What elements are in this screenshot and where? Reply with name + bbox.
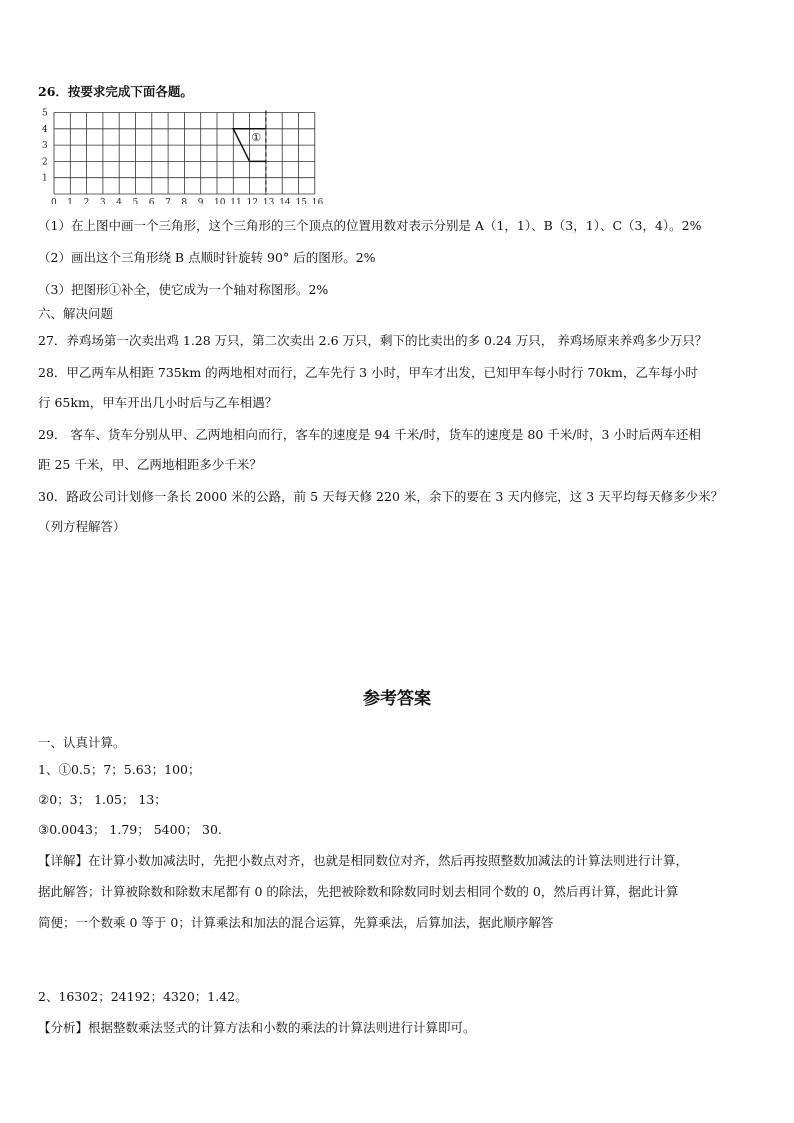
answer-1-detail-1: 【详解】在计算小数加减法时，先把小数点对齐，也就是相同数位对齐，然后再按照整数加减法的计算法则进行计算， (38, 853, 689, 868)
y-tick-label: 4 (42, 124, 48, 135)
answer-2: 2、16302；24192；4320；1.42。 (38, 989, 248, 1004)
y-tick-label: 3 (42, 141, 48, 152)
q28-line-2: 行 65km，甲车开出几小时后与乙车相遇？ (38, 395, 278, 410)
grid-svg (30, 108, 330, 204)
answers-title: 参考答案 (363, 689, 431, 709)
x-tick-label: 5 (132, 198, 139, 204)
answer-1-line-2: ②0；3； 1.05； 13； (38, 792, 167, 807)
q29-line-1: 29． 客车、货车分别从甲、乙两地相向而行，客车的速度是 94 千米/时，货车的速度是 80 千米/时，3 小时后两车还相 (38, 427, 701, 442)
x-tick-label: 16 (311, 198, 324, 204)
q26-title: 26．按要求完成下面各题。 (38, 84, 193, 99)
answer-2-analysis: 【分析】根据整数乘法竖式的计算方法和小数的乘法的计算法则进行计算即可。 (38, 1020, 476, 1035)
section-heading: 六、解决问题 (38, 306, 114, 321)
y-tick-label: 2 (42, 157, 48, 168)
x-tick-label: 6 (148, 198, 155, 204)
q28-line-1: 28．甲乙两车从相距 735km 的两地相对而行，乙车先行 3 小时，甲车才出发，已知甲车每小时行 70km，乙车每小时 (38, 365, 698, 380)
q29-line-2: 距 25 千米，甲、乙两地相距多少千米？ (38, 457, 262, 472)
answer-section-heading: 一、认真计算。 (38, 735, 126, 750)
q30-line-1: 30．路政公司计划修一条长 2000 米的公路，前 5 天每天修 220 米，余下的要在 3 天内修完，这 3 天平均每天修多少米？ (38, 489, 724, 504)
q26-item-3: （3）把图形①补全，使它成为一个轴对称图形。2% (38, 282, 329, 297)
x-tick-label: 0 (51, 198, 57, 204)
y-tick-label: 5 (42, 108, 48, 119)
answer-1-detail-3: 简便；一个数乘 0 等于 0；计算乘法和加法的混合运算，先算乘法，后算加法，据此顺序解答 (38, 915, 554, 930)
x-tick-label: 3 (99, 198, 106, 204)
x-tick-label: 15 (295, 198, 307, 204)
q26-item-1: （1）在上图中画一个三角形，这个三角形的三个顶点的位置用数对表示分别是 A（1，1）、B（3，1）、C（3，4）。2% (38, 218, 702, 233)
x-tick-label: 13 (262, 198, 275, 204)
answer-1-detail-2: 据此解答；计算被除数和除数末尾都有 0 的除法，先把被除数和除数同时划去相同个数的 0，然后再计算，据此计算 (38, 884, 679, 899)
x-tick-label: 10 (214, 198, 226, 204)
x-tick-label: 7 (165, 198, 171, 204)
coordinate-grid (30, 108, 330, 208)
x-tick-label: 8 (181, 198, 188, 204)
answer-1-line-1: 1、①0.5；7；5.63；100； (38, 762, 201, 777)
x-tick-label: 9 (197, 198, 204, 204)
x-tick-label: 12 (246, 198, 259, 204)
q26-item-2: （2）画出这个三角形绕 B 点顺时针旋转 90° 后的图形。2% (38, 250, 376, 265)
q30-line-2: （列方程解答） (38, 519, 126, 534)
q27: 27．养鸡场第一次卖出鸡 1.28 万只，第二次卖出 2.6 万只，剩下的比卖出的多 0.24 万只， 养鸡场原来养鸡多少万只？ (38, 333, 708, 348)
x-tick-label: 2 (83, 198, 90, 204)
shape-label: ① (251, 131, 262, 145)
answer-1-line-3: ③0.0043； 1.79； 5400； 30. (38, 822, 222, 837)
x-tick-label: 1 (67, 198, 74, 204)
y-tick-label: 1 (42, 173, 48, 184)
x-tick-label: 14 (279, 198, 291, 204)
x-tick-label: 11 (230, 198, 242, 204)
x-tick-label: 4 (116, 198, 122, 204)
